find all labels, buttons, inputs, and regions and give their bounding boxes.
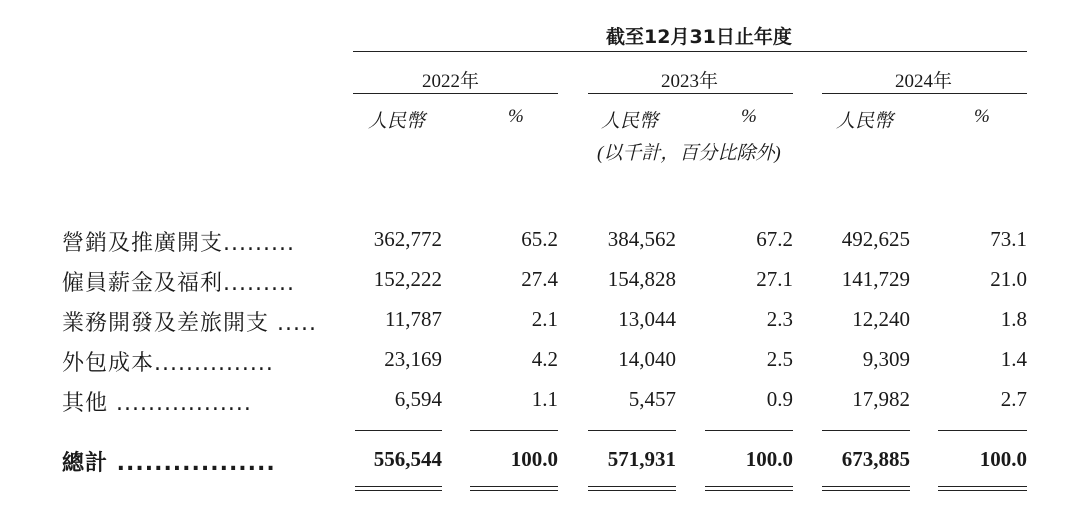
cell-v2022: 152,222: [373, 267, 442, 291]
cell-p2023: 2.3: [766, 307, 793, 331]
cell-v2024: 17,982: [852, 387, 910, 411]
cell-p2022: 65.2: [521, 227, 558, 251]
total-double-rule-v2022: [355, 486, 442, 491]
total-double-rule-v2024: [822, 486, 910, 491]
subtotal-rule-v2022: [355, 430, 442, 431]
cell-p2024: 1.8: [1000, 307, 1027, 331]
cell-v2022: 11,787: [385, 307, 442, 331]
cell-p2022: 4.2: [531, 347, 558, 371]
total-double-rule-p2024: [938, 486, 1027, 491]
year-rule-2022: [353, 93, 558, 94]
cell-v2023: 384,562: [607, 227, 676, 251]
currency-label-2023: 人民幣: [601, 111, 659, 132]
cell-p2022: 100.0: [510, 447, 558, 471]
cell-p2024: 100.0: [979, 447, 1027, 471]
subtotal-rule-p2024: [938, 430, 1027, 431]
cell-p2023: 2.5: [766, 347, 793, 371]
total-double-rule-p2022: [470, 486, 558, 491]
period-caption: 截至12月31日止年度: [606, 26, 792, 48]
year-2024: 2024年: [895, 71, 953, 92]
cell-p2023: 67.2: [756, 227, 793, 251]
cell-p2024: 1.4: [1000, 347, 1027, 371]
cell-v2022: 556,544: [373, 447, 442, 471]
percent-label-2022: %: [508, 106, 524, 127]
caption-rule: [353, 51, 1027, 52]
cell-p2023: 0.9: [766, 387, 793, 411]
subtotal-rule-v2023: [588, 430, 676, 431]
total-double-rule-v2023: [588, 486, 676, 491]
cell-p2024: 21.0: [990, 267, 1027, 291]
cell-p2022: 1.1: [531, 387, 558, 411]
subtotal-rule-p2022: [470, 430, 558, 431]
cell-v2023: 13,044: [618, 307, 676, 331]
subtotal-rule-v2024: [822, 430, 910, 431]
cell-v2024: 12,240: [852, 307, 910, 331]
year-2023: 2023年: [661, 71, 719, 92]
cell-v2024: 492,625: [841, 227, 910, 251]
row-label: 營銷及推廣開支.........: [62, 231, 295, 256]
year-rule-2023: [588, 93, 793, 94]
cell-v2024: 9,309: [862, 347, 910, 371]
row-label: 其他 .................: [62, 391, 252, 416]
cell-v2024: 141,729: [841, 267, 910, 291]
cell-v2023: 14,040: [618, 347, 676, 371]
cell-p2023: 27.1: [756, 267, 793, 291]
cell-p2023: 100.0: [745, 447, 793, 471]
currency-label-2024: 人民幣: [836, 111, 894, 132]
percent-label-2023: %: [741, 106, 757, 127]
cell-p2024: 2.7: [1000, 387, 1027, 411]
cell-v2022: 362,772: [373, 227, 442, 251]
row-label: 外包成本...............: [62, 351, 274, 376]
subtotal-rule-p2023: [705, 430, 793, 431]
cell-v2024: 673,885: [841, 447, 910, 471]
year-rule-2024: [822, 93, 1027, 94]
currency-label-2022: 人民幣: [368, 111, 426, 132]
unit-note: (以千計，百分比除外): [597, 143, 781, 164]
percent-label-2024: %: [974, 106, 990, 127]
cell-v2023: 154,828: [607, 267, 676, 291]
cell-v2022: 23,169: [384, 347, 442, 371]
cell-p2024: 73.1: [990, 227, 1027, 251]
row-label: 僱員薪金及福利.........: [62, 271, 295, 296]
cell-p2022: 27.4: [521, 267, 558, 291]
cell-v2023: 5,457: [628, 387, 676, 411]
year-2022: 2022年: [422, 71, 480, 92]
cell-v2022: 6,594: [394, 387, 442, 411]
total-double-rule-p2023: [705, 486, 793, 491]
cell-v2023: 571,931: [607, 447, 676, 471]
row-label: 總計 .................: [62, 451, 276, 476]
row-label: 業務開發及差旅開支 .....: [62, 311, 317, 336]
cell-p2022: 2.1: [531, 307, 558, 331]
